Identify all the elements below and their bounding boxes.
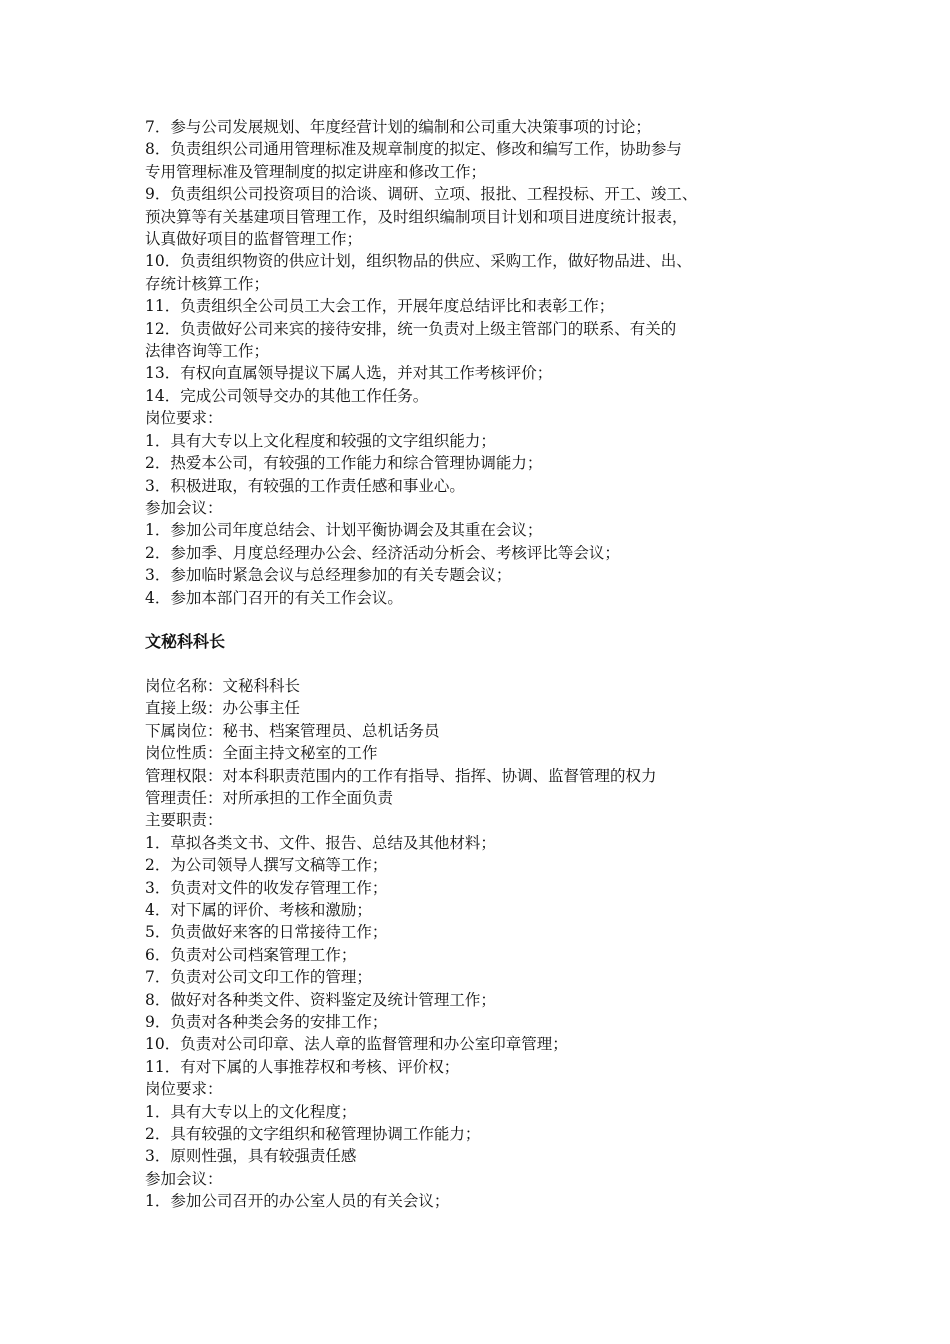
text-line: 4．参加本部门召开的有关工作会议。 xyxy=(145,588,403,607)
text-line: 1．参加公司召开的办公室人员的有关会议； xyxy=(145,1192,450,1211)
text-line: 3．负责对文件的收发存管理工作； xyxy=(145,878,388,897)
section-heading: 文秘科科长 xyxy=(145,631,226,651)
text-line: 主要职责： xyxy=(145,811,223,830)
text-line: 1．参加公司年度总结会、计划平衡协调会及其重在会议； xyxy=(145,521,543,540)
text-line: 6．负责对公司档案管理工作； xyxy=(145,945,357,964)
text-line: 10．负责对公司印章、法人章的监督管理和办公室印章管理； xyxy=(145,1035,568,1054)
text-line: 法律咨询等工作； xyxy=(145,342,270,361)
text-line: 参加会议： xyxy=(145,498,223,517)
text-line: 7．参与公司发展规划、年度经营计划的编制和公司重大决策事项的讨论； xyxy=(145,118,651,136)
text-line: 岗位要求： xyxy=(145,409,223,428)
text-line: 9．负责对各种类会务的安排工作； xyxy=(145,1013,388,1032)
text-line: 1．具有大专以上的文化程度； xyxy=(145,1102,357,1121)
text-line: 8．负责组织公司通用管理标准及规章制度的拟定、修改和编写工作，协助参与 xyxy=(145,140,682,159)
text-line: 9．负责组织公司投资项目的洽谈、调研、立项、报批、工程投标、开工、竣工、 xyxy=(145,185,698,204)
text-line: 3．积极进取，有较强的工作责任感和事业心。 xyxy=(145,476,465,495)
text-line: 1．具有大专以上文化程度和较强的文字组织能力； xyxy=(145,431,496,450)
text-line: 12．负责做好公司来宾的接待安排，统一负责对上级主管部门的联系、有关的 xyxy=(145,319,677,338)
text-line: 8．做好对各种类文件、资料鉴定及统计管理工作； xyxy=(145,990,496,1009)
text-line: 1．草拟各类文书、文件、报告、总结及其他材料； xyxy=(145,833,496,852)
text-line: 2．热爱本公司，有较强的工作能力和综合管理协调能力； xyxy=(145,454,543,473)
text-line: 10．负责组织物资的供应计划，组织物品的供应、采购工作，做好物品进、出、 xyxy=(145,252,692,271)
text-line: 专用管理标准及管理制度的拟定讲座和修改工作； xyxy=(145,162,487,181)
text-line: 岗位要求： xyxy=(145,1080,223,1099)
text-line: 存统计核算工作； xyxy=(145,274,270,293)
text-line: 3．原则性强，具有较强责任感 xyxy=(145,1147,357,1166)
text-line: 11．负责组织全公司员工大会工作，开展年度总结评比和表彰工作； xyxy=(145,297,615,316)
text-line: 2．参加季、月度总经理办公会、经济活动分析会、考核评比等会议； xyxy=(145,543,620,562)
text-line: 7．负责对公司文印工作的管理； xyxy=(145,968,372,987)
section-secretary-chief xyxy=(145,675,835,1213)
text-line: 管理责任：对所承担的工作全面负责 xyxy=(145,788,394,807)
text-line: 直接上级：办公事主任 xyxy=(145,699,301,718)
text-line: 预决算等有关基建项目管理工作，及时组织编制项目计划和项目进度统计报表， xyxy=(145,207,688,226)
section-office-director-duties xyxy=(145,116,835,609)
text-line: 下属岗位：秘书、档案管理员、总机话务员 xyxy=(145,721,440,740)
text-line: 5．负责做好来客的日常接待工作； xyxy=(145,923,388,942)
text-line: 岗位性质：全面主持文秘室的工作 xyxy=(145,744,378,763)
text-line: 参加会议： xyxy=(145,1169,223,1188)
text-line: 2．为公司领导人撰写文稿等工作； xyxy=(145,856,388,875)
text-line: 11．有对下属的人事推荐权和考核、评价权； xyxy=(145,1057,460,1076)
text-line: 认真做好项目的监督管理工作； xyxy=(145,230,363,249)
document-page xyxy=(145,116,835,1213)
text-line: 2．具有较强的文字组织和秘管理协调工作能力； xyxy=(145,1125,481,1144)
text-line: 岗位名称：文秘科科长 xyxy=(145,676,301,695)
text-line: 13．有权向直属领导提议下属人选，并对其工作考核评价； xyxy=(145,364,553,383)
text-line: 4．对下属的评价、考核和激励； xyxy=(145,901,372,919)
text-line: 管理权限：对本科职责范围内的工作有指导、指挥、协调、监督管理的权力 xyxy=(145,766,657,785)
text-line: 3．参加临时紧急会议与总经理参加的有关专题会议； xyxy=(145,566,512,585)
text-line: 14．完成公司领导交办的其他工作任务。 xyxy=(145,386,429,405)
